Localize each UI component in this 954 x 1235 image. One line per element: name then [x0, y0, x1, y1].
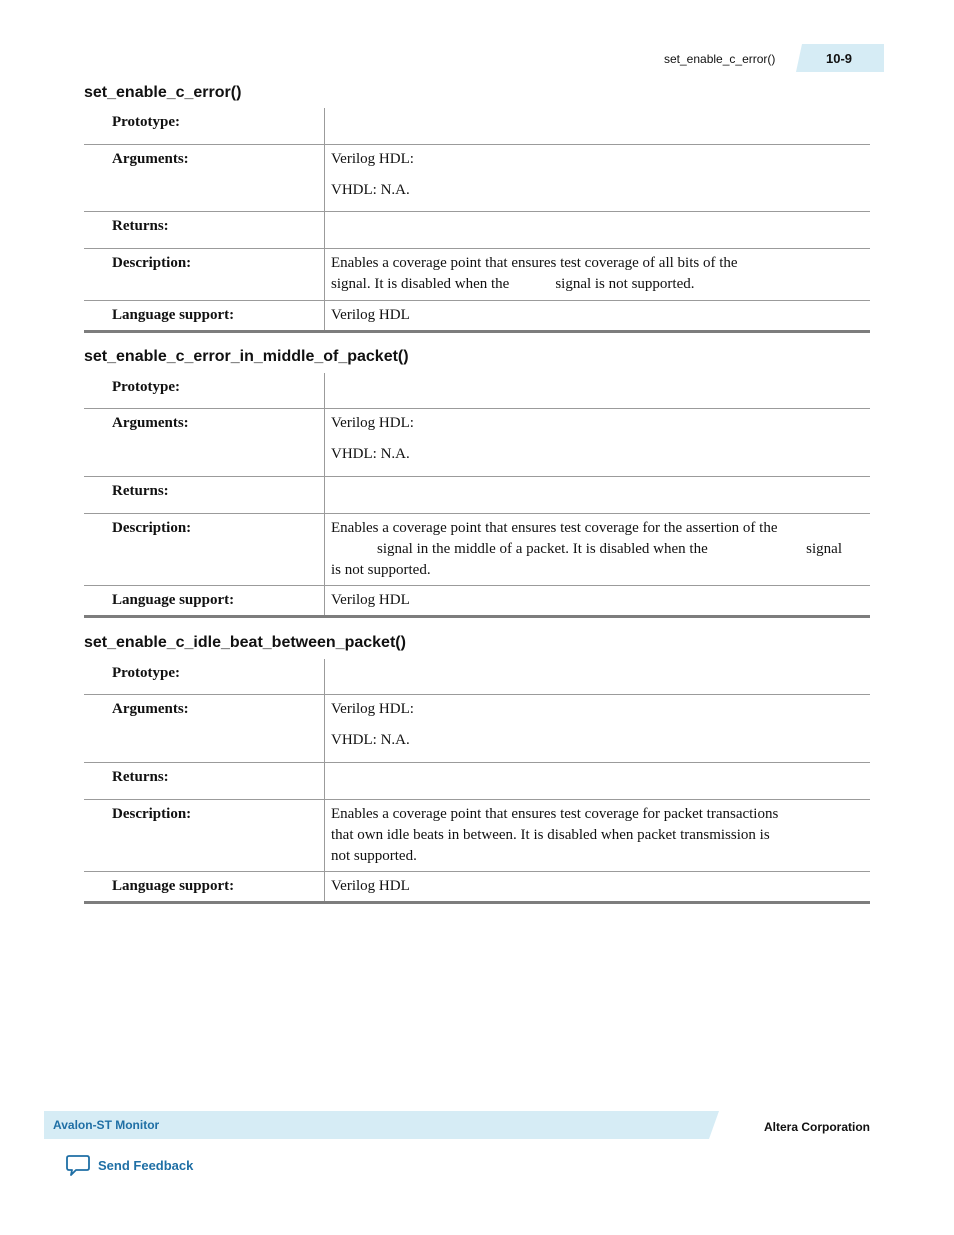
description-line — [331, 539, 842, 560]
description-line: Enables a coverage point that ensures test coverage of all bits of the — [331, 255, 738, 271]
arguments-vhdl: VHDL: N.A. — [331, 182, 410, 198]
arguments-value — [325, 695, 870, 762]
send-feedback-label: Send Feedback — [98, 1157, 194, 1173]
arguments-row — [84, 409, 870, 477]
language-support-row — [84, 586, 870, 618]
description-row — [84, 800, 870, 872]
arguments-verilog: Verilog HDL: — [331, 151, 414, 167]
prototype-value — [325, 108, 870, 144]
language-support-label: Language support: — [84, 586, 325, 615]
returns-value — [325, 477, 870, 513]
section-title-set-enable-c-idle-beat-between-packet: set_enable_c_idle_beat_between_packet() — [84, 634, 406, 651]
returns-row — [84, 763, 870, 800]
description-line: Enables a coverage point that ensures test coverage for the assertion of the — [331, 520, 778, 536]
description-text: signal in the middle of a packet. It is disabled when the — [377, 541, 708, 557]
returns-label: Returns: — [84, 212, 325, 248]
returns-row — [84, 477, 870, 514]
arguments-row — [84, 145, 870, 212]
arguments-vhdl: VHDL: N.A. — [331, 732, 410, 748]
language-support-value: Verilog HDL — [331, 592, 410, 608]
returns-value — [325, 212, 870, 248]
returns-value — [325, 763, 870, 799]
description-line: is not supported. — [331, 562, 431, 578]
prototype-value — [325, 659, 870, 694]
description-row — [84, 514, 870, 586]
language-support-row — [84, 872, 870, 904]
description-value — [325, 249, 870, 300]
section-title-set-enable-c-error-in-middle-of-packet: set_enable_c_error_in_middle_of_packet() — [84, 348, 409, 365]
returns-label: Returns: — [84, 477, 325, 513]
send-feedback-link[interactable] — [66, 1154, 193, 1176]
prototype-value — [325, 373, 870, 408]
description-text: signal is not supported. — [555, 276, 695, 292]
arguments-verilog: Verilog HDL: — [331, 415, 414, 431]
description-line: Enables a coverage point that ensures test coverage for packet transactions — [331, 806, 779, 822]
prototype-row — [84, 659, 870, 695]
prototype-row — [84, 108, 870, 145]
description-line: not supported. — [331, 848, 417, 864]
description-value — [325, 800, 870, 871]
running-title: set_enable_c_error() — [664, 52, 776, 66]
returns-label: Returns: — [84, 763, 325, 799]
prototype-row — [84, 373, 870, 409]
arguments-label: Arguments: — [84, 145, 325, 211]
speech-bubble-icon — [66, 1154, 90, 1176]
description-label: Description: — [84, 514, 325, 585]
description-text: signal. It is disabled when the — [331, 276, 510, 292]
language-support-label: Language support: — [84, 872, 325, 901]
description-value — [325, 514, 870, 585]
description-line: that own idle beats in between. It is disabled when packet transmission is — [331, 827, 770, 843]
description-line — [331, 274, 842, 295]
api-table-set-enable-c-idle-beat-between-packet — [84, 659, 870, 904]
footer-document-title: Avalon-ST Monitor — [53, 1118, 160, 1132]
arguments-label: Arguments: — [84, 695, 325, 762]
arguments-vhdl: VHDL: N.A. — [331, 446, 410, 462]
page-number: 10-9 — [826, 51, 853, 66]
prototype-label: Prototype: — [84, 659, 325, 694]
language-support-value: Verilog HDL — [331, 878, 410, 894]
arguments-label: Arguments: — [84, 409, 325, 476]
api-table-set-enable-c-error — [84, 108, 870, 333]
returns-row — [84, 212, 870, 249]
prototype-label: Prototype: — [84, 373, 325, 408]
description-row — [84, 249, 870, 301]
arguments-value — [325, 409, 870, 476]
description-label: Description: — [84, 249, 325, 300]
language-support-row — [84, 301, 870, 333]
arguments-verilog: Verilog HDL: — [331, 701, 414, 717]
section-title-set-enable-c-error: set_enable_c_error() — [84, 84, 242, 101]
language-support-value: Verilog HDL — [331, 307, 410, 323]
footer-company: Altera Corporation — [764, 1120, 871, 1134]
api-table-set-enable-c-error-in-middle-of-packet — [84, 373, 870, 618]
arguments-row — [84, 695, 870, 763]
language-support-label: Language support: — [84, 301, 325, 330]
description-label: Description: — [84, 800, 325, 871]
description-text: signal — [806, 541, 842, 557]
prototype-label: Prototype: — [84, 108, 325, 144]
arguments-value — [325, 145, 870, 211]
